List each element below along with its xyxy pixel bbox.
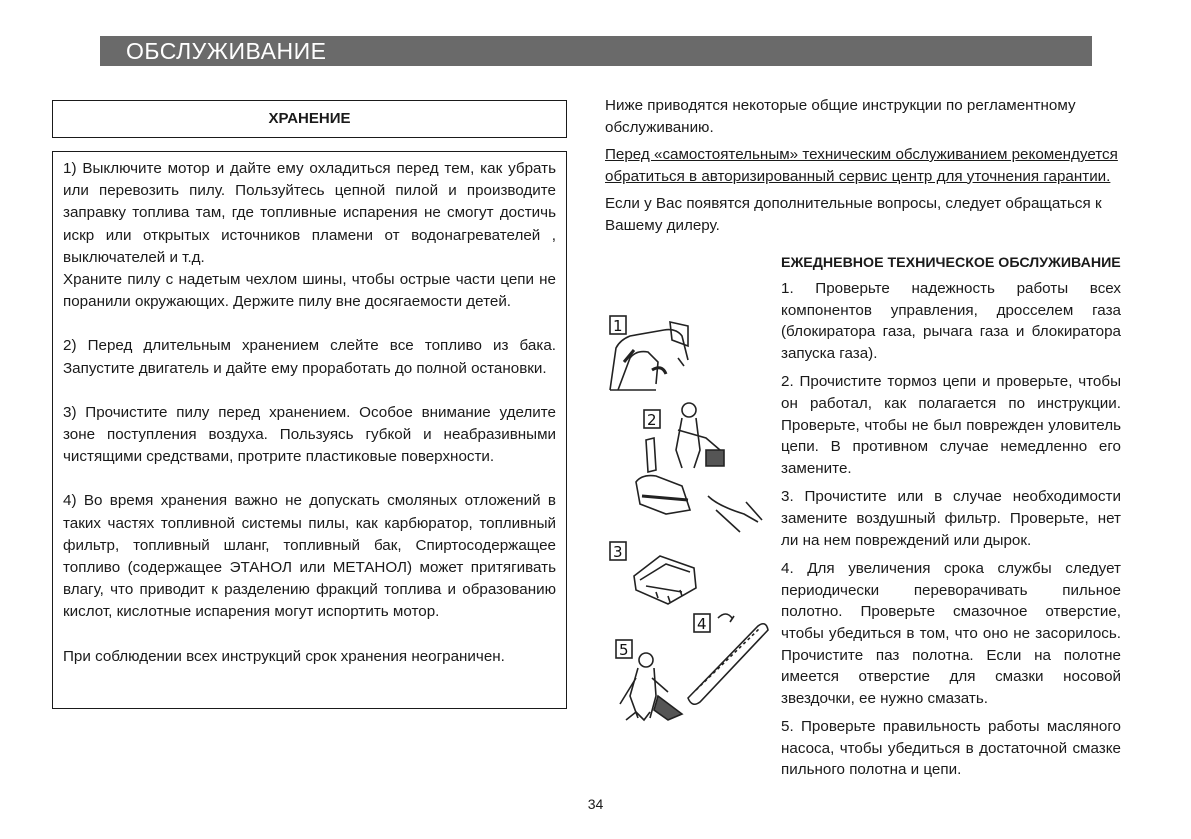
storage-instructions-box — [52, 151, 567, 709]
list-item: 5. Проверьте правильность работы масляного насоса, чтобы убедиться в достаточной смазке пильного полотна и цепи. — [781, 718, 1121, 779]
storage-paragraph: 1) Выключите мотор и дайте ему охладиться перед тем, как убрать или перевозить пилу. Пользуйтесь цепной пилой и производите заправку топлива там, где топливные испарения не смогут достичь искр или открытых источников пламени от водонагревателей , выключателей и т.д. — [63, 160, 556, 266]
daily-maintenance-list — [781, 278, 1121, 788]
figure-label-2: 2 — [647, 411, 657, 429]
maintenance-intro — [605, 95, 1119, 242]
storage-paragraph: 2) Перед длительным хранением слейте все топливо из бака. Запустите двигатель и дайте ему проработать до полной остановки. — [63, 337, 556, 377]
section-header — [100, 36, 1092, 66]
list-item: 4. Для увеличения срока службы следует периодически переворачивать пильное полотно. Проверьте смазочное отверстие, чтобы убедиться в том, что оно не засорилось. Прочистите паз полотна. Если на полотне имеется отверстие для смазки носовой звездочки, ее нужно смазать. — [781, 560, 1121, 707]
list-item: 2. Прочистите тормоз цепи и проверьте, чтобы он работал, как полагается по инструкции. Проверьте, чтобы не был поврежден уловитель цепи. В противном случае немедленно его замените. — [781, 373, 1121, 477]
maintenance-illustration — [596, 300, 774, 725]
figure-label-1: 1 — [613, 317, 623, 335]
storage-paragraph: 3) Прочистите пилу перед хранением. Особое внимание уделите зоне поступления воздуха. Пользуясь губкой и неабразивными чистящими средствами, протрите пластиковые поверхности. — [63, 403, 556, 466]
section-title: ОБСЛУЖИВАНИЕ — [126, 38, 327, 64]
storage-paragraph: При соблюдении всех инструкций срок хранения неограничен. — [63, 647, 505, 665]
air-filter-figure — [610, 542, 696, 604]
daily-maintenance-heading: ЕЖЕДНЕВНОЕ ТЕХНИЧЕСКОЕ ОБСЛУЖИВАНИЕ — [781, 255, 1121, 271]
figure-label-3: 3 — [613, 543, 623, 561]
list-item: 3. Прочистите или в случае необходимости замените воздушный фильтр. Проверьте, нет ли на нем повреждений или дырок. — [781, 488, 1121, 549]
list-item: 1. Проверьте надежность работы всех компонентов управления, дросселем газа (блокиратора газа, рычага газа и блокиратора запуска газа). — [781, 280, 1121, 362]
page-number: 34 — [587, 796, 604, 812]
intro-warranty-note: Перед «самостоятельным» техническим обслуживанием рекомендуется обратиться в авторизированный сервис центр для уточнения гарантии. — [605, 146, 1118, 185]
intro-paragraph: Если у Вас появятся дополнительные вопросы, следует обращаться к Вашему дилеру. — [605, 195, 1102, 234]
storage-heading: ХРАНЕНИЕ — [52, 100, 567, 138]
figure-label-4: 4 — [697, 615, 707, 633]
intro-paragraph: Ниже приводятся некоторые общие инструкции по регламентному обслуживанию. — [605, 97, 1076, 136]
storage-paragraph: Храните пилу с надетым чехлом шины, чтобы острые части цепи не поранили окружающих. Держите пилу вне досягаемости детей. — [63, 271, 556, 311]
figure-label-5: 5 — [619, 641, 629, 659]
storage-paragraph: 4) Во время хранения важно не допускать смоляных отложений в таких частях топливной системы пилы, как карбюратор, топливный фильтр, топливный шланг, топливный бак, Спиртосодержащее топливо (содержащее ЭТАНОЛ или МЕТАНОЛ) может притягивать влагу, что приводит к разделению фракций топлива и образованию кислот, кислотные испарения могут испортить мотор. — [63, 492, 556, 621]
